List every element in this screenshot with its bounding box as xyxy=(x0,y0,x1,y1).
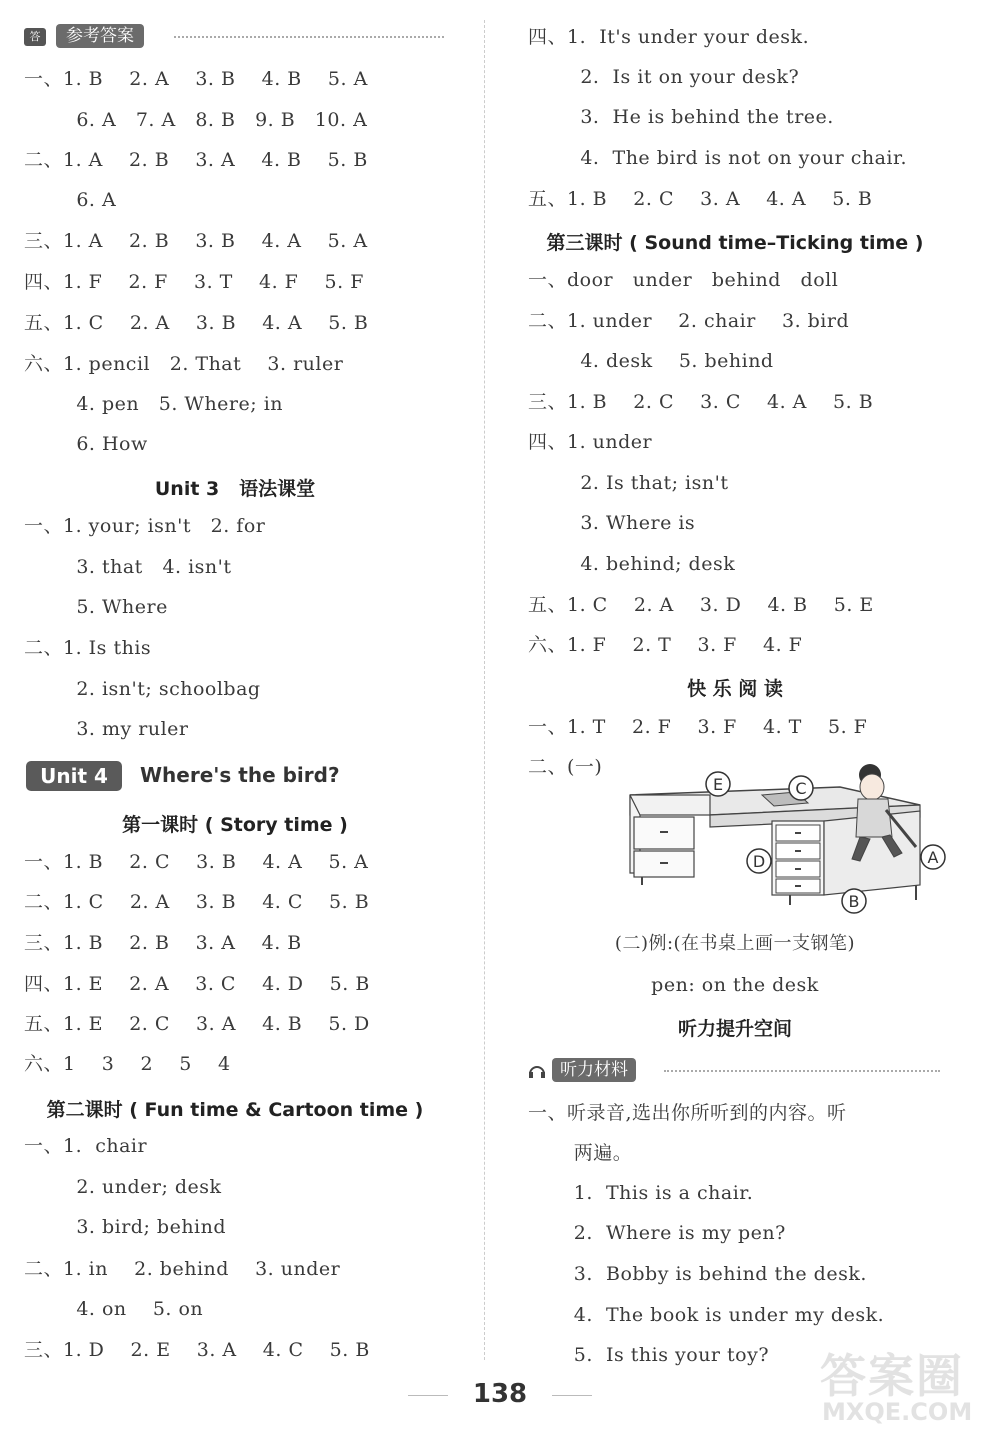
answer-line: 2. isn't; schoolbag xyxy=(24,678,261,700)
answer-line: 三、1. A 2. B 3. B 4. A 5. A xyxy=(24,230,368,252)
figure-label-a: A xyxy=(927,848,939,867)
page-number: 138 xyxy=(472,1379,528,1409)
figure-label-b: B xyxy=(848,892,860,911)
desk-illustration xyxy=(620,755,950,920)
answer-line: 1. This is a chair. xyxy=(528,1182,754,1204)
listening-header xyxy=(524,1058,940,1084)
answer-line: 一、1. chair xyxy=(24,1135,148,1157)
answer-line: 五、1. C 2. A 3. D 4. B 5. E xyxy=(528,594,874,616)
section-heading: 听力提升空间 xyxy=(677,1018,792,1040)
answer-line: 三、1. B 2. C 3. C 4. A 5. B xyxy=(528,391,874,413)
answer-line: 四、1. under xyxy=(528,431,653,453)
answer-line: 五、1. C 2. A 3. B 4. A 5. B xyxy=(24,312,369,334)
answer-line: 3. Bobby is behind the desk. xyxy=(528,1263,867,1285)
answer-line: 4. The bird is not on your chair. xyxy=(528,147,908,169)
answer-line: 二、1. C 2. A 3. B 4. C 5. B xyxy=(24,891,370,913)
section-heading: 第三课时 ( Sound time–Ticking time ) xyxy=(546,232,924,254)
headphone-icon xyxy=(528,1062,546,1078)
answers-book-icon: 答 xyxy=(24,28,46,46)
answer-line: 3. Where is xyxy=(528,512,696,534)
answer-line: 4. behind; desk xyxy=(528,553,736,575)
answers-header xyxy=(24,24,444,50)
answer-line: 二、1. Is this xyxy=(24,637,152,659)
answer-line: 2. Is that; isn't xyxy=(528,472,729,494)
answer-line: 一、1. B 2. A 3. B 4. B 5. A xyxy=(24,68,368,90)
answer-line: 一、1. your; isn't 2. for xyxy=(24,515,266,537)
answer-line: 二、(一) xyxy=(528,756,603,778)
answer-line: 3. that 4. isn't xyxy=(24,556,232,578)
answer-line: 3. He is behind the tree. xyxy=(528,106,834,128)
answer-line: 4. desk 5. behind xyxy=(528,350,774,372)
unit-badge: Unit 4 xyxy=(26,761,122,791)
section-heading: 第二课时 ( Fun time & Cartoon time ) xyxy=(46,1099,424,1121)
answer-line: 一、1. T 2. F 3. F 4. T 5. F xyxy=(528,716,868,738)
dotted-rule xyxy=(174,36,444,38)
answer-line: 二、1. in 2. behind 3. under xyxy=(24,1258,341,1280)
answer-line: 六、1. pencil 2. That 3. ruler xyxy=(24,353,344,375)
answer-line: 5. Where xyxy=(24,596,168,618)
answer-line: 6. How xyxy=(24,433,148,455)
answer-line: 2. under; desk xyxy=(24,1176,222,1198)
answer-line: 三、1. D 2. E 3. A 4. C 5. B xyxy=(24,1339,370,1361)
answer-line: 四、1. E 2. A 3. C 4. D 5. B xyxy=(24,973,370,995)
answer-line: 六、1. F 2. T 3. F 4. F xyxy=(528,634,803,656)
answer-line: 六、1 3 2 5 4 xyxy=(24,1053,231,1075)
answer-line: 4. The book is under my desk. xyxy=(528,1304,885,1326)
section-heading: Unit 3 语法课堂 xyxy=(154,478,316,500)
answer-line: 4. on 5. on xyxy=(24,1298,204,1320)
answer-line: 一、1. B 2. C 3. B 4. A 5. A xyxy=(24,851,369,873)
answer-line: 4. pen 5. Where; in xyxy=(24,393,284,415)
answer-line: 5. Is this your toy? xyxy=(528,1344,770,1366)
example-instruction: (二)例:(在书桌上画一支钢笔) xyxy=(614,933,856,954)
example-answer: pen: on the desk xyxy=(651,974,819,996)
answer-line: 一、door under behind doll xyxy=(528,269,839,291)
answer-line: 6. A xyxy=(24,189,117,211)
answer-line: 3. my ruler xyxy=(24,718,189,740)
answer-line: 五、1. B 2. C 3. A 4. A 5. B xyxy=(528,188,873,210)
watermark-bottom: MXQE.COM xyxy=(822,1398,973,1426)
answer-line: 二、1. A 2. B 3. A 4. B 5. B xyxy=(24,149,368,171)
answer-line: 6. A 7. A 8. B 9. B 10. A xyxy=(24,109,368,131)
answer-line: 二、1. under 2. chair 3. bird xyxy=(528,310,850,332)
dotted-rule xyxy=(664,1070,940,1072)
page-rule-right xyxy=(552,1395,592,1396)
answer-line: 四、1. It's under your desk. xyxy=(528,26,810,48)
answer-line: 两遍。 xyxy=(528,1142,633,1164)
column-divider xyxy=(484,20,485,1360)
answer-line: 五、1. E 2. C 3. A 4. B 5. D xyxy=(24,1013,370,1035)
figure-label-d: D xyxy=(752,852,766,871)
unit-title: Where's the bird? xyxy=(140,763,340,787)
answer-line: 四、1. F 2. F 3. T 4. F 5. F xyxy=(24,271,364,293)
watermark-top: 答案圈 xyxy=(820,1349,964,1403)
answer-line: 3. bird; behind xyxy=(24,1216,227,1238)
answer-line: 三、1. B 2. B 3. A 4. B xyxy=(24,932,302,954)
answer-line: 2. Is it on your desk? xyxy=(528,66,800,88)
listening-tag: 听力材料 xyxy=(552,1058,636,1082)
section-heading: 快 乐 阅 读 xyxy=(687,678,783,700)
answer-line: 2. Where is my pen? xyxy=(528,1222,786,1244)
answer-line: 一、听录音,选出你所听到的内容。听 xyxy=(528,1102,847,1124)
figure-label-c: C xyxy=(795,779,807,798)
answers-tag: 参考答案 xyxy=(56,24,144,48)
section-heading: 第一课时 ( Story time ) xyxy=(122,814,348,836)
watermark-logo xyxy=(820,1340,995,1432)
figure-label-e: E xyxy=(712,775,724,794)
